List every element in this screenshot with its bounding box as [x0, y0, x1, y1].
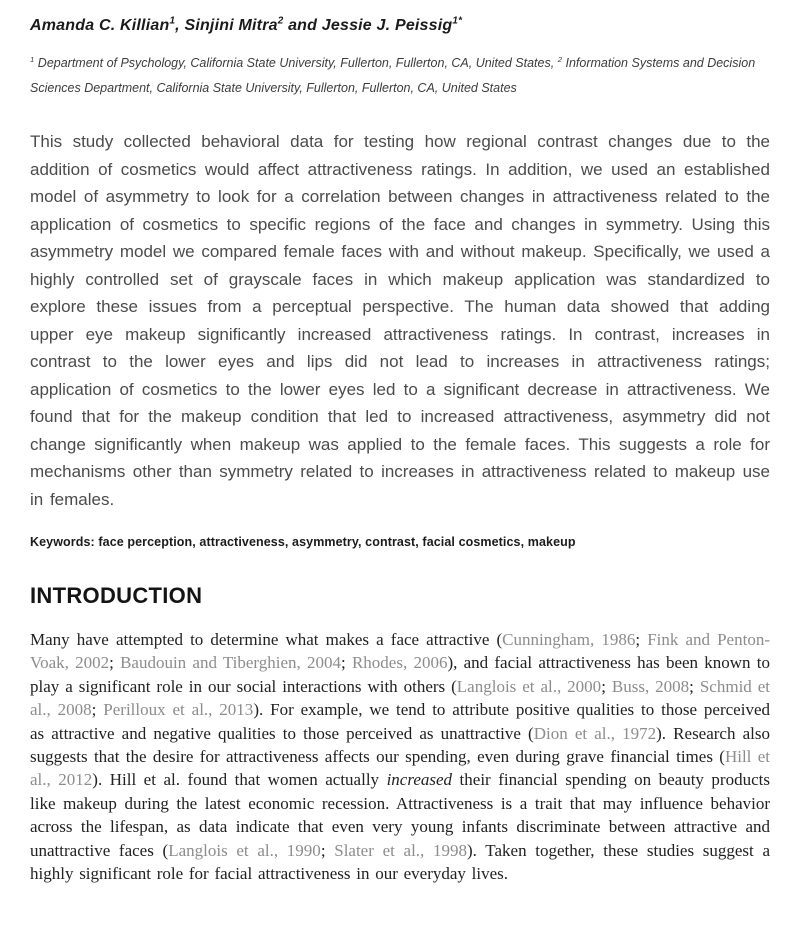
citation-link[interactable]: Langlois et al., 2000	[456, 676, 602, 696]
text-segment: ;	[689, 676, 700, 696]
text-segment: Amanda C. Killian	[30, 17, 170, 34]
superscript-marker: 2	[557, 54, 562, 64]
text-segment: ;	[91, 700, 104, 720]
text-segment: Department of Psychology, California State University, Fullerton, Fullerton, CA, United States,	[34, 56, 558, 70]
citation-link[interactable]: Rhodes, 2006	[351, 653, 448, 673]
text-segment: ). Taken together, these studies suggest a highly significant role for facial attractiveness in our everyday lives.	[30, 840, 771, 884]
citation-link[interactable]: Perilloux et al., 2013	[103, 700, 254, 720]
citation-link[interactable]: Fink and Penton-Voak, 2002	[30, 630, 770, 673]
superscript-marker: 1*	[452, 15, 463, 27]
text-segment: ). Hill et al. found that women actually	[92, 770, 387, 790]
superscript-marker: 1	[30, 54, 35, 64]
citation-link[interactable]: Baudouin and Tiberghien, 2004	[120, 653, 342, 673]
citation-link[interactable]: Langlois et al., 1990	[168, 840, 321, 860]
text-segment: Information Systems and Decision Sciences Department, California State University, Fullerton, Fullerton, CA, United States	[30, 56, 756, 95]
text-segment: ;	[341, 653, 352, 673]
text-segment: Many have attempted to determine what makes a face attractive (	[30, 630, 503, 649]
citation-link[interactable]: Slater et al., 1998	[334, 840, 467, 860]
citation-link[interactable]: Cunningham, 1986	[502, 630, 636, 649]
superscript-marker: 2	[277, 15, 284, 27]
text-segment: ). For example, we tend to attribute positive qualities to those perceived as attractive and negative qualities to those perceived as unattractive (	[30, 700, 770, 743]
abstract-text: This study collected behavioral data for testing how regional contrast changes due to the addition of cosmetics would affect attractiveness ratings. In addition, we used an established model of asymmetry to look for a correlation between changes in attractiveness related to the application of cosmetics to specific regions of the face and changes in symmetry. Using this asymmetry model we compared female faces with and without makeup. Specifically, we used a highly controlled set of grayscale faces in which makeup application was standardized to explore these issues from a perceptual perspective. The human data showed that adding upper eye makeup significantly increased attractiveness ratings. In contrast, increases in contrast to the lower eyes and lips did not lead to increases in attractiveness ratings; application of cosmetics to the lower eyes led to a significant decrease in attractiveness. We found that for the makeup condition that led to increased attractiveness, asymmetry did not change significantly when makeup was applied to the female faces. This suggests a role for mechanisms other than symmetry related to increases in attractiveness related to makeup use in females.	[30, 132, 771, 509]
text-segment: ;	[109, 653, 121, 673]
text-segment: increased	[386, 770, 453, 790]
text-segment: ;	[635, 630, 648, 649]
text-segment: ;	[601, 676, 612, 696]
text-segment: ;	[320, 840, 335, 860]
citation-link[interactable]: Buss, 2008	[611, 676, 690, 696]
text-segment: ), and facial attractiveness has been known to play a significant role in our social interactions with others (	[30, 653, 770, 696]
author-affiliations	[30, 51, 770, 101]
author-line	[30, 16, 770, 36]
citation-link[interactable]: Hill et al., 2012	[30, 747, 771, 790]
citation-link[interactable]: Dion et al., 1972	[533, 723, 657, 743]
text-segment: and Jessie J. Peissig	[283, 17, 453, 34]
citation-link[interactable]: Schmid et al., 2008	[30, 676, 771, 720]
text-segment: their financial spending on beauty products like makeup during the latest economic recession. Attractiveness is a trait that may influence behavior across the lifespan, as data indicate that even very young infants discriminate between attractive and unattractive faces (	[30, 770, 770, 860]
introduction-heading: INTRODUCTION	[30, 583, 203, 608]
superscript-marker: 1	[169, 15, 176, 27]
introduction-paragraph	[30, 628, 770, 885]
text-segment: , Sinjini Mitra	[175, 17, 278, 34]
text-segment: ). Research also suggests that the desire for attractiveness affects our spending, even during grave financial times (	[30, 723, 771, 767]
keywords-line: Keywords: face perception, attractiveness, asymmetry, contrast, facial cosmetics, makeup	[30, 535, 576, 549]
